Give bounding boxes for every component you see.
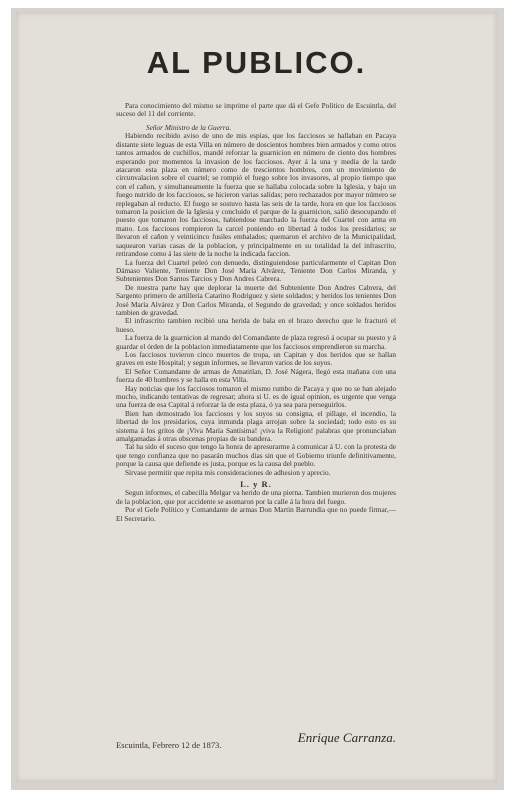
document-title: AL PUBLICO. [146, 45, 367, 80]
paragraph: Bien han demostrado los facciosos y los suyos su consigna, el pillage, el incendio, la libertad de los presidarios, cuya inmunda plaga arrojan sobre la sociedad; todo esto es su sistema á los gritos de ¡Viva María Santísima! ¡viva la Religion! palabras que pronunciaban amalgamadas á otras obscenas propias de su bandera. [116, 408, 396, 444]
lyr-mark: L. y R. [240, 479, 272, 490]
salutation: Señor Ministro de la Guerra. [146, 123, 232, 132]
paragraph: Sírvase permitir que repita mis consideraciones de adhesion y aprecio. [125, 467, 331, 477]
paragraph: Hay noticias que los facciosos tomaron el mismo rumbo de Pacaya y que no se han alejado mucho, indicando tentativas de regresar; ahora si U. es de igual opinion, es urgente que venga una fuerza de esa Capital á reforzar la de esta plaza, ó ya sea para perseguirlos. [116, 383, 396, 410]
paragraph: Tal ha sido el suceso que tengo la honra de apresurarme á comunicar á U. con la protesta de que tengo confianza que no pasarán muchos dias sin que el Gobierno triunfe definitivamente, porque la causa que defiende es justa, porque es la causa del pueblo. [116, 442, 396, 469]
report-body [116, 124, 396, 523]
date-line: Escuintla, Febrero 12 de 1873. [116, 740, 222, 750]
paragraph: El infrascrito tambien recibió una herida de bala en el brazo derecho que le fracturó el hueso. [116, 316, 396, 334]
paragraph: Habiendo recibido aviso de uno de mis espias, que los facciosos se hallaban en Pacaya distante siete leguas de esta Villa en número de doscientos hombres bien armados y como otros tantos armados de cuchillos, mandé reforzar la guarnicion en número de ciento dos hombres esperando por momentos la invasion de los facciosos. Ayer á la una y media de la tarde atacaron esta plaza en número como de trescientos hombres, con un movimiento de circunvalacion sobre el cuartel; se rompió el fuego sobre los invasores, al propio tiempo que con el cañon, y simultaneamente la fuerza que se hallaba colocada sobre la Iglesia, y bajo un fuego nutrido de los facciosos, se hicieron varias salidas; pero rechazados por mayor número se replegaban al reducto. El fuego se sostuvo hasta las seis de la tarde, hora en que los facciosos tomaron la posicion de la Iglesia y concluido el parque de la guarnicion, salió desocupando el puesto que tomaron los facciosos, habiendose marchado la fuerza del Cuartel con arma en mano. Los facciosos rompieron la carcel poniendo en libertad á todos los presidarios; se llevaron el cañon y veinticinco fusiles embalados; quemaron el archivo de la Municipalidad, saquearon varias casas de la poblacion, y principalmente en su totalidad la del infrascrito, retirandose como á las siete de la noche la indicada faccion. [116, 131, 396, 259]
paragraph: Los facciosos tuvieron cinco muertos de tropa, un Capitan y dos heridos que se hallan graves en este Hospital; y segun informes, se llevaron varios de los suyos. [116, 349, 396, 368]
postscript-paragraph: Segun informes, el cabecilla Melgar va herido de una pierna. Tambien murieron dos mujeres de la poblacion, que por accidente se asomaron por la calle á la hora del fuego. [116, 488, 396, 506]
signature: Enrique Carranza. [297, 730, 396, 745]
paragraph: De nuestra parte hay que deplorar la muerte del Subteniente Don Andres Cabrera, del Sargento primero de artilleria Catarino Rodriguez y siete soldados; y heridos los tenientes Don José María Alvárez y Don Carlos Miranda, el Segundo de gravedad; y once soldados heridos tambien de gravedad. [116, 282, 396, 317]
postscript-paragraph: Por el Gefe Político y Comandante de armas Don Martin Barrundia que no puede firmar,— El Secretario. [116, 505, 396, 523]
paragraph: El Señor Comandante de armas de Amatitlan, D. José Nágera, llegó esta mañana con una fuerza de 40 hombres y se halla en esta Villa. [116, 366, 396, 385]
paragraph: La fuerza del Cuartel peleó con denuedo, distinguiendose particularmente el Capitan Don Dámaso Valiente, Teniente Don José María Alvárez, Teniente Don Carlos Miranda, y Subtenientes Don Santos Tarcios y Don Andres Cabrera. [116, 257, 396, 284]
closing-block [116, 722, 396, 752]
paragraph: La fuerza de la guarnicion al mando del Comandante de plaza regresó á ocupar su puesto y á guardar el órden de la poblacion inmediatamente que los facciosos emprendieron su marcha. [116, 333, 396, 351]
intro-text: Para conocimiento del mismo se imprime el parte que dá el Gefe Político de Escuintla, del suceso del 11 del corriente. [116, 101, 396, 119]
intro-paragraph [116, 102, 396, 119]
